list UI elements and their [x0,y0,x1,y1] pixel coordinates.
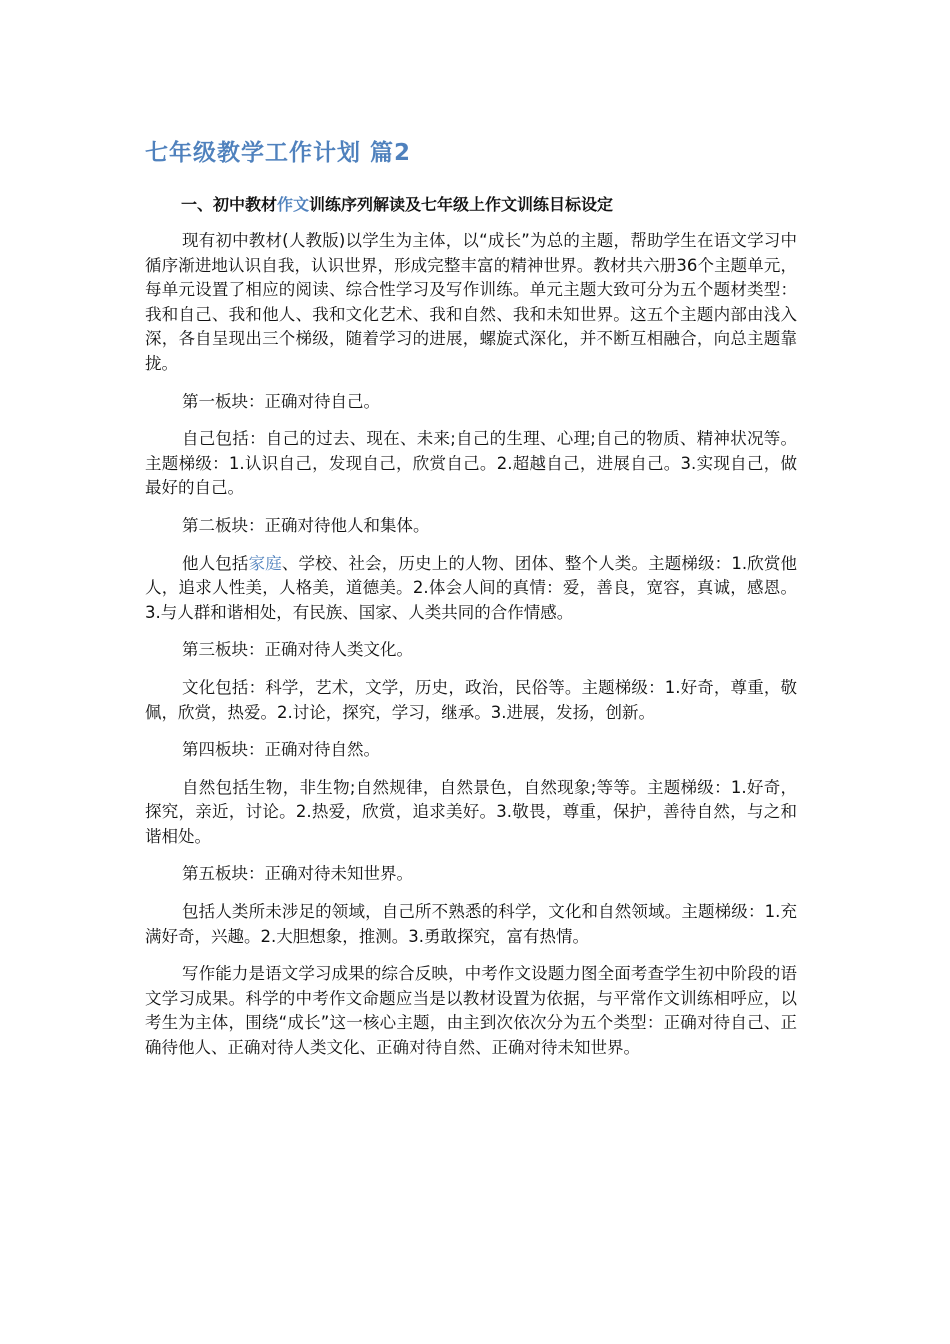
document-page [145,136,797,1074]
writing-ability-paragraph: 写作能力是语文学习成果的综合反映，中考作文设题力图全面考查学生初中阶段的语文学习成果。科学的中考作文命题应当是以教材设置为依据，与平常作文训练相呼应，以考生为主体，围绕“成长”这一核心主题，由主到次依次分为五个类型：正确对待自己、正确待他人、正确对待人类文化、正确对待自然、正确对待未知世界。 [145,964,797,1058]
block-one-paragraph: 自己包括：自己的过去、现在、未来;自己的生理、心理;自己的物质、精神状况等。主题梯级：1.认识自己，发现自己，欣赏自己。2.超越自己，进展自己。3.实现自己，做最好的自己。 [145,429,797,498]
block-four-paragraph: 自然包括生物，非生物;自然规律，自然景色，自然现象;等等。主题梯级：1.好奇，探究，亲近，讨论。2.热爱，欣赏，追求美好。3.敬畏，尊重，保护，善待自然，与之和谐相处。 [145,777,797,846]
block-three-paragraph: 文化包括：科学，艺术，文学，历史，政治，民俗等。主题梯级：1.好奇，尊重，敬佩，欣赏，热爱。2.讨论，探究，学习，继承。3.进展，发扬，创新。 [145,677,797,722]
block-two-paragraph-start: 他人包括 [182,553,249,573]
block-five-title: 第五板块：正确对待未知世界。 [182,864,413,884]
block-two-paragraph-rest: 、学校、社会，历史上的人物、团体、整个人类。主题梯级：1.欣赏他人，追求人性美，人格美，道德美。2.体会人间的真情：爱，善良，宽容，真诚，感恩。3.与人群和谐相处，有民族、国家、人类共同的合作情感。 [145,553,798,622]
block-four-title: 第四板块：正确对待自然。 [182,740,380,760]
block-two-paragraph [145,552,797,626]
family-link[interactable]: 家庭 [248,553,282,573]
block-three-title: 第三板块：正确对待人类文化。 [182,640,413,660]
intro-paragraph: 现有初中教材(人教版)以学生为主体，以“成长”为总的主题，帮助学生在语文学习中循序渐进地认识自我，认识世界，形成完整丰富的精神世界。教材共六册36个主题单元，每单元设置了相应的阅读、综合性学习及写作训练。单元主题大致可分为五个题材类型：我和自己、我和他人、我和文化艺术、我和自然、我和未知世界。这五个主题内部由浅入深，各自呈现出三个梯级，随着学习的进展，螺旋式深化，并不断互相融合，向总主题靠拢。 [145,231,797,373]
section-heading-prefix: 一、初中教材 [181,195,278,214]
block-one-title: 第一板块：正确对待自己。 [182,391,380,411]
section-heading [145,192,797,218]
block-five-paragraph: 包括人类所未涉足的领域，自己所不熟悉的科学，文化和自然领域。主题梯级：1.充满好奇，兴趣。2.大胆想象，推测。3.勇敢探究，富有热情。 [145,902,797,946]
document-title: 七年级教学工作计划 篇2 [145,140,412,166]
composition-link[interactable]: 作文 [277,195,310,214]
block-two-title: 第二板块：正确对待他人和集体。 [182,515,430,535]
section-heading-suffix: 训练序列解读及七年级上作文训练目标设定 [309,195,614,214]
